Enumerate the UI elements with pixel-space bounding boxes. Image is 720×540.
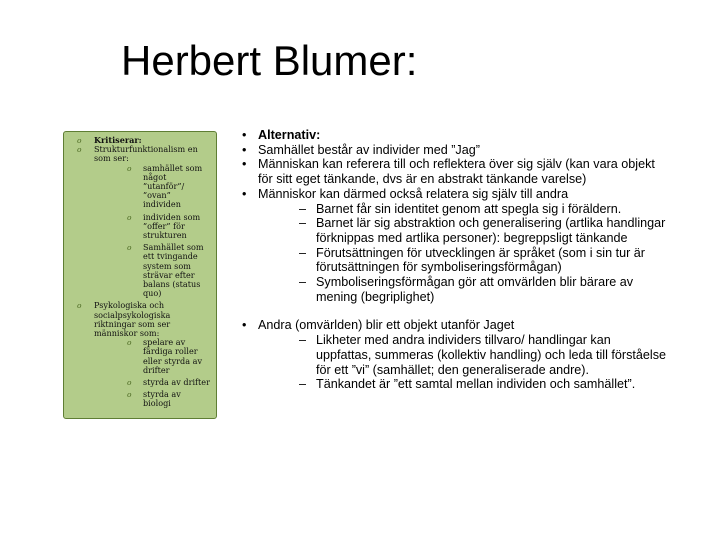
list-item-label: Tänkandet är ”ett samtal mellan individen och samhället”. [316,377,636,392]
bullet-icon: o [127,378,132,388]
list-item [229,128,669,143]
list-item [94,378,210,387]
slide-title: Herbert Blumer: [121,37,418,84]
bullet-icon: • [242,186,247,201]
bullet-icon: • [242,128,247,142]
bullet-icon: o [77,301,82,311]
list-item [74,301,210,408]
list-item-label: Samhället som ett tvingande system som strävar efter balans (status quo) [143,242,204,299]
list-item [94,390,210,408]
critique-list [74,136,210,409]
list-item [258,216,669,245]
bullet-icon: o [127,212,132,222]
list-item [94,243,210,298]
list-item-label: spelare av färdiga roller eller styrda av drifter [143,337,203,375]
list-item-label: Barnet lär sig abstraktion och generalisering (artlika handlingar förknippas med artlika personer): begreppsligt tänkande [316,216,666,245]
dash-icon: – [299,201,307,216]
dash-icon: – [299,245,307,260]
list-item-label: Strukturfunktionalism en som ser: [94,144,198,164]
bullet-icon: o [127,338,132,348]
sub-list [94,164,210,299]
list-item [94,338,210,375]
bullet-icon: o [77,145,82,155]
sub-list [258,202,669,305]
dash-icon: – [299,216,307,231]
list-item [258,275,669,304]
bullet-icon: o [127,390,132,400]
sub-list [94,338,210,408]
bullet-icon: o [77,136,82,145]
list-item-label: Andra (omvärlden) blir ett objekt utanför Jaget [258,318,515,333]
bullet-icon: o [127,163,132,173]
dash-icon: – [299,275,307,290]
main-content [229,128,669,392]
list-item [229,318,669,392]
main-list [229,318,669,392]
dash-icon: – [299,377,307,392]
critique-heading: Kritiserar: [94,135,142,145]
list-item [94,164,210,210]
list-item-label: Likheter med andra individers tillvaro/ handlingar kan uppfattas, summeras (kollektiv handling) och leda till förståelse för ett ”vi” (samhället; den generaliserade andre). [316,333,666,377]
dash-icon: – [299,333,307,348]
list-item [229,187,669,305]
list-item-label: Människan kan referera till och reflektera över sig själv (kan vara objekt för sitt eget tänkande, dvs är en abstrakt tänkande varelse) [258,157,655,187]
list-item-label: styrda av drifter [143,377,210,388]
alternative-heading: Alternativ: [258,128,321,142]
main-list [229,128,669,304]
list-item-label: Symboliseringsförmågan gör att omvärlden blir bärare av mening (begriplighet) [316,275,634,304]
list-item [258,202,669,217]
list-item [258,246,669,275]
list-item [229,143,669,158]
bullet-icon: o [127,243,132,253]
sub-list [258,333,669,392]
list-item-label: Förutsättningen för utvecklingen är språket (som i sin tur är förutsättningen för symboliseringsförmågan) [316,245,645,275]
list-item [94,213,210,241]
list-item [258,333,669,377]
bullet-icon: • [242,157,247,172]
list-item-label: Samhället består av individer med ”Jag” [258,142,480,157]
list-item-label: individen som ”offer” för strukturen [143,211,201,241]
list-item-label: samhället som något ”utanför”/ ”ovan” individen [143,162,203,210]
bullet-icon: • [242,142,247,157]
bullet-icon: • [242,318,247,333]
list-item [258,377,669,392]
list-item [229,157,669,186]
list-item-label: Människor kan därmed också relatera sig själv till andra [258,186,569,201]
list-item-label: Barnet får sin identitet genom att spegla sig i föräldern. [316,201,622,216]
critique-box [63,131,217,419]
spacer [229,304,669,318]
list-item-label: Psykologiska och socialpsykologiska riktningar som ser människor som: [94,300,171,339]
list-item [74,145,210,298]
list-item-label: styrda av biologi [143,389,181,409]
